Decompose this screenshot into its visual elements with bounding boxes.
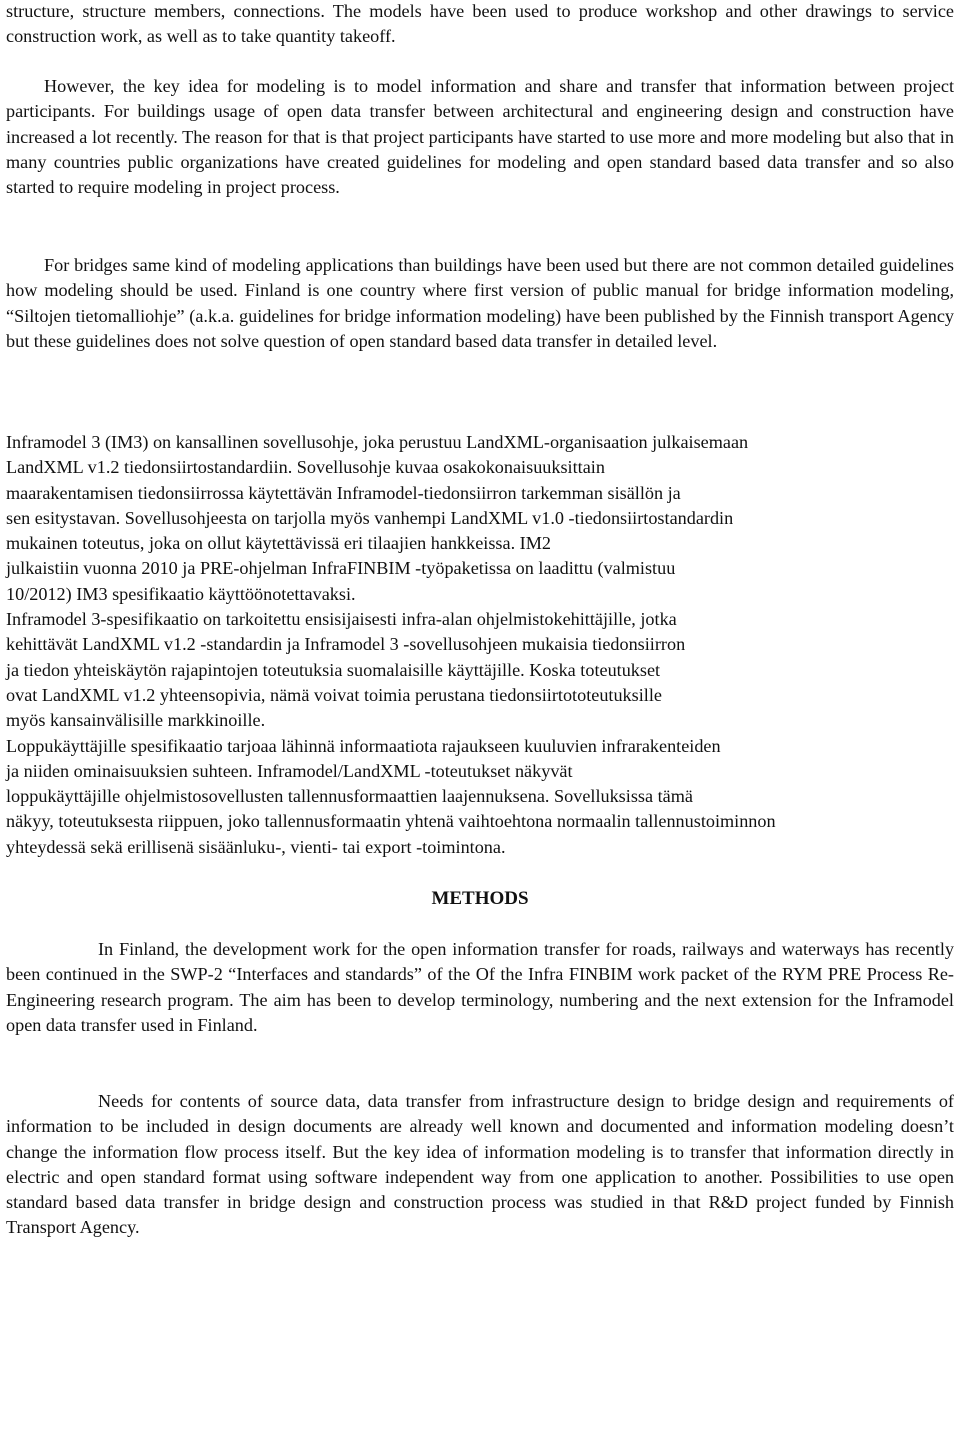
- finnish-line: näkyy, toteutuksesta riippuen, joko tallennusformaatin yhtenä vaihtoehtona normaalin tallennustoiminnon: [6, 811, 776, 832]
- paragraph-needs: Needs for contents of source data, data transfer from infrastructure design to bridge design and requirements of information to be included in design documents are already well known and documented and information modeling doesn’t change the information flow process itself. But the key idea of information modeling is to transfer that information directly in electric and open standard format using software independent way from one application to another. Possibilities to use open standard based data transfer in bridge design and construction process was studied in that R&D project funded by Finnish Transport Agency.: [6, 1091, 954, 1238]
- finnish-line: sen esitystavan. Sovellusohjeesta on tarjolla myös vanhempi LandXML v1.0 -tiedonsiirtostandardin: [6, 507, 734, 528]
- finnish-line: yhteydessä sekä erillisenä sisäänluku-, vienti- tai export -toimintona.: [6, 836, 506, 857]
- paragraph-key-idea: However, the key idea for modeling is to model information and share and transfer that information between project participants. For buildings usage of open data transfer between architectural and engineering design and construction have increased a lot recently. The reason for that is that project participants have started to use more and more modeling but also that in many countries public organizations have created guidelines for modeling and open standard based data transfer and so also started to require modeling in project process.: [6, 76, 954, 198]
- finnish-line: Loppukäyttäjille spesifikaatio tarjoaa lähinnä informaatiota rajaukseen kuuluvien infrarakenteiden: [6, 735, 721, 756]
- section-heading-methods: METHODS: [431, 888, 529, 909]
- finnish-line: ja niiden ominaisuuksien suhteen. Inframodel/LandXML -toteutukset näkyvät: [6, 760, 573, 781]
- finnish-line: ja tiedon yhteiskäytön rajapintojen toteutuksia suomalaisille käyttäjille. Koska toteutukset: [6, 659, 661, 680]
- finnish-line: Inframodel 3-spesifikaatio on tarkoitettu ensisijaisesti infra-alan ohjelmistokehittäjille, jotka: [6, 609, 677, 630]
- paragraph-intro-continued: structure, structure members, connections. The models have been used to produce workshop and other drawings to service construction work, as well as to take quantity takeoff.: [6, 1, 954, 47]
- finnish-line: ovat LandXML v1.2 yhteensopivia, nämä voivat toimia perustana tiedonsiirtototeutuksille: [6, 684, 662, 705]
- finnish-line: maarakentamisen tiedonsiirrossa käytettävän Inframodel-tiedonsiirron tarkemman sisällön ja: [6, 482, 681, 503]
- finnish-line: kehittävät LandXML v1.2 -standardin ja Inframodel 3 -sovellusohjeen mukaisia tiedonsiirron: [6, 634, 686, 655]
- finnish-text-block: [6, 430, 954, 860]
- finnish-line: 10/2012) IM3 spesifikaatio käyttöönotettavaksi.: [6, 583, 356, 604]
- finnish-line: mukainen toteutus, joka on ollut käytettävissä eri tilaajien hankkeissa. IM2: [6, 533, 551, 554]
- finnish-line: loppukäyttäjille ohjelmistosovellusten tallennusformaattien laajennuksena. Sovelluksissa tämä: [6, 786, 693, 807]
- finnish-line: LandXML v1.2 tiedonsiirtostandardiin. Sovellusohje kuvaa osakokonaisuuksittain: [6, 457, 605, 478]
- paragraph-development-work: In Finland, the development work for the open information transfer for roads, railways and waterways has recently been continued in the SWP-2 “Interfaces and standards” of the Of the Infra FINBIM work packet of the RYM PRE Process Re-Engineering research program. The aim has been to develop terminology, numbering and the next extension for the Inframodel open data transfer used in Finland.: [6, 939, 954, 1035]
- finnish-line: myös kansainvälisille markkinoille.: [6, 710, 266, 731]
- finnish-line: Inframodel 3 (IM3) on kansallinen sovellusohje, joka perustuu LandXML-organisaation julkaisemaan: [6, 432, 749, 452]
- finnish-line: julkaistiin vuonna 2010 ja PRE-ohjelman InfraFINBIM -työpaketissa on laadittu (valmistuu: [6, 558, 676, 579]
- paragraph-bridges: For bridges same kind of modeling applications than buildings have been used but there are not common detailed guidelines how modeling should be used. Finland is one country where first version of public manual for bridge information modeling, “Siltojen tietomalliohje” (a.k.a. guidelines for bridge information modeling) have been published by the Finnish transport Agency but these guidelines does not solve question of open standard based data transfer in detailed level.: [6, 255, 954, 351]
